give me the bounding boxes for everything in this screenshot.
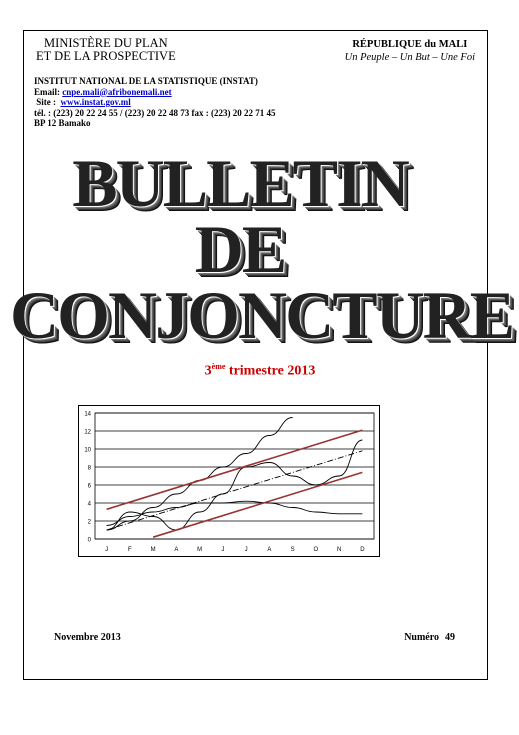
issue-number [404,632,455,643]
period-text: trimestre 2013 [225,363,316,379]
y-tick-label: 2 [87,519,91,526]
ministry-line-2: ET DE LA PROSPECTIVE [36,49,176,63]
title-line-2: DE [194,211,286,287]
site-line [34,97,275,108]
x-tick-label: D [360,547,365,553]
ministry-line-1: MINISTÈRE DU PLAN [44,36,168,50]
republic-name: RÉPUBLIQUE du MALI [352,39,468,50]
period-number: 3 [204,363,212,379]
institute-name: INSTITUT NATIONAL DE LA STATISTIQUE (INSTAT) [34,76,258,86]
title-line-1: BULLETIN [72,145,408,221]
line-chart [78,405,380,557]
email-link[interactable]: cnpe.mali@afribonemali.net [62,86,172,97]
period-superscript: ème [211,362,226,371]
institute-contact-block [34,76,275,129]
ministry-heading [36,37,176,63]
postal-box: BP 12 Bamako [34,118,91,128]
x-tick-label: A [174,547,179,553]
title-line-3: CONJONCTURE [10,277,514,353]
x-tick-label: M [197,547,203,553]
publication-date: Novembre 2013 [54,632,121,643]
x-tick-label: J [105,547,109,553]
x-tick-label: S [290,547,295,553]
republic-heading [345,38,475,64]
y-tick-label: 4 [87,501,91,508]
period-label [0,362,490,380]
x-tick-label: N [336,547,342,553]
y-tick-label: 6 [87,483,91,490]
email-line [34,87,275,98]
y-tick-label: 12 [84,429,91,436]
x-tick-label: O [313,547,319,553]
phone-line: tél. : (223) 20 22 24 55 / (223) 20 22 48 73 fax : (223) 20 22 71 45 [34,107,276,118]
x-tick-label: A [267,547,272,553]
x-tick-label: F [128,547,132,553]
issue-value: 49 [445,632,455,643]
cover-chart [78,405,380,562]
y-tick-label: 14 [84,411,91,418]
x-tick-label: J [221,547,225,553]
national-motto: Un Peuple – Un But – Une Foi [344,52,475,63]
site-link[interactable]: www.instat.gov.ml [60,97,131,107]
y-tick-label: 0 [87,537,91,544]
y-tick-label: 8 [87,465,91,472]
x-tick-label: J [244,547,248,553]
y-tick-label: 10 [84,447,91,454]
site-label: Site : [36,97,56,107]
x-tick-label: M [150,547,156,553]
issue-label: Numéro [404,632,439,643]
email-label: Email: [34,86,60,97]
